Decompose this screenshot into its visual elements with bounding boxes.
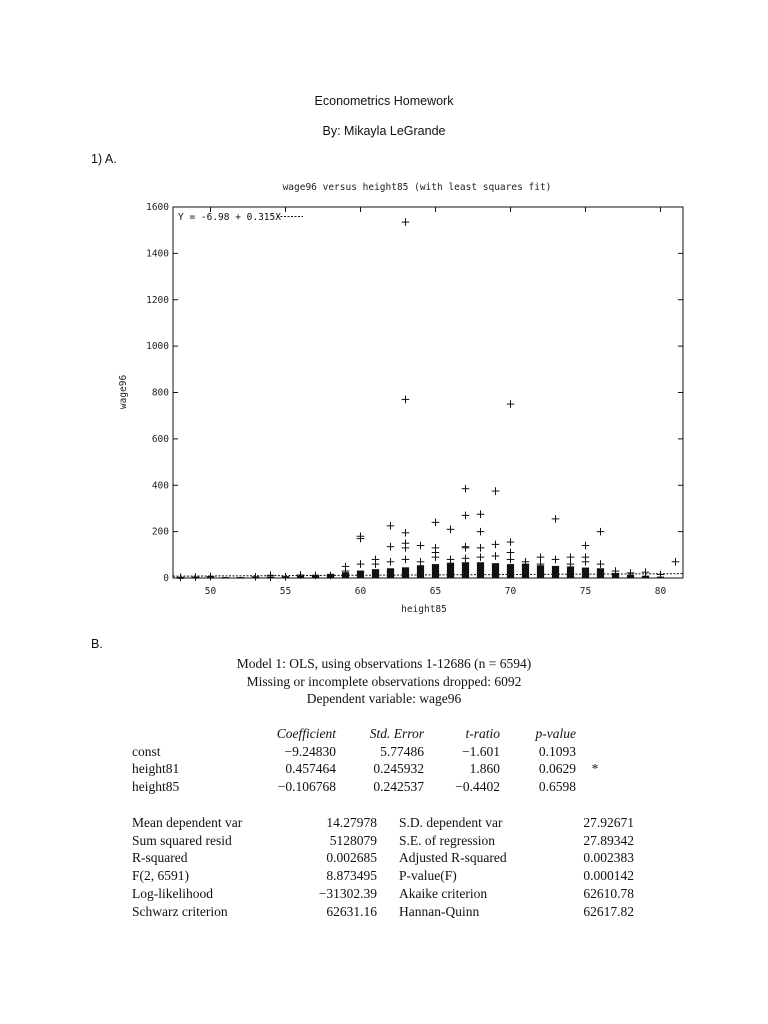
scatter-point: [402, 544, 410, 552]
row-coefficient: −0.106768: [277, 779, 336, 795]
dense-point-band: [462, 562, 469, 578]
model-dependent-variable: Dependent variable: wage96: [306, 691, 462, 706]
scatter-point: [252, 573, 260, 581]
scatter-point: [282, 573, 290, 581]
dense-point-band: [237, 577, 244, 579]
dense-point-band: [582, 568, 589, 578]
x-tick-label: 80: [654, 586, 667, 597]
scatter-point: [477, 528, 485, 536]
dense-point-band: [432, 564, 439, 578]
stat-label: Schwarz criterion: [132, 903, 228, 919]
scatter-point: [492, 552, 500, 560]
scatter-point: [462, 544, 470, 552]
row-coefficient: −9.24830: [284, 743, 336, 759]
table-row: [132, 903, 634, 921]
table-row: [132, 832, 634, 850]
stat-label: S.D. dependent var: [399, 814, 503, 830]
scatter-point: [462, 512, 470, 520]
scatter-point: [447, 526, 455, 534]
scatter-point: [597, 560, 605, 568]
row-variable: height85: [132, 779, 180, 795]
header-t-ratio: t-ratio: [465, 725, 500, 741]
header-std-error: Std. Error: [369, 725, 424, 741]
stat-label: Mean dependent var: [132, 814, 243, 830]
stat-label: F(2, 6591): [132, 868, 189, 884]
row-std-error: 5.77486: [380, 743, 424, 759]
y-tick-label: 600: [151, 433, 169, 445]
dense-point-band: [447, 563, 454, 578]
stat-value: 62631.16: [326, 903, 377, 919]
x-tick-label: 50: [204, 586, 217, 597]
scatter-point: [402, 529, 410, 537]
scatter-point: [462, 485, 470, 493]
scatter-point: [357, 560, 365, 568]
dense-point-band: [477, 562, 484, 578]
dense-point-band: [402, 567, 409, 578]
scatter-point: [492, 487, 500, 495]
stat-label: Adjusted R-squared: [399, 850, 507, 866]
scatter-point: [552, 515, 560, 523]
scatter-point: [372, 560, 380, 568]
header-blank: [132, 725, 244, 743]
row-signif: *: [591, 761, 599, 777]
dense-point-band: [522, 564, 529, 578]
stat-value: −31302.39: [318, 886, 377, 902]
table-row: [132, 814, 634, 832]
scatter-point: [192, 573, 200, 581]
scatter-point: [417, 558, 425, 566]
dense-point-band: [357, 571, 364, 578]
scatter-point: [402, 218, 410, 226]
x-tick-label: 60: [354, 586, 367, 597]
dense-point-band: [552, 566, 559, 578]
y-tick-label: 200: [151, 526, 169, 538]
scatter-point: [507, 400, 515, 408]
stat-label: Sum squared resid: [132, 832, 232, 848]
header-coefficient: Coefficient: [276, 725, 336, 741]
scatter-point: [582, 558, 590, 566]
scatter-point: [642, 568, 650, 576]
stat-value: 8.873495: [326, 868, 377, 884]
scatter-point: [477, 544, 485, 552]
chart-title: wage96 versus height85 (with least squares fit): [282, 182, 552, 193]
stat-label: S.E. of regression: [399, 832, 495, 848]
scatter-point: [387, 522, 395, 530]
row-std-error: 0.245932: [373, 761, 424, 777]
y-tick-label: 1400: [146, 248, 169, 260]
dense-point-band: [642, 576, 649, 578]
scatter-point: [462, 554, 470, 562]
document-title: Econometrics Homework: [314, 94, 454, 108]
scatter-point: [597, 528, 605, 536]
x-axis-label: height85: [401, 604, 447, 615]
row-t-ratio: 1.860: [469, 761, 500, 777]
stat-label: P-value(F): [399, 868, 457, 884]
row-coefficient: 0.457464: [285, 761, 336, 777]
scatter-point: [537, 553, 545, 561]
table-row: [132, 761, 614, 779]
y-tick-label: 0: [163, 573, 169, 584]
row-signif: [576, 778, 614, 796]
table-row: [132, 850, 634, 868]
row-signif: [576, 743, 614, 761]
dense-point-band: [372, 569, 379, 578]
stat-value: 0.002383: [583, 850, 634, 866]
dense-point-band: [417, 565, 424, 578]
document-byline: By: Mikayla LeGrande: [322, 124, 446, 138]
y-tick-label: 400: [151, 480, 169, 492]
dense-point-band: [597, 568, 604, 578]
dense-point-band: [567, 566, 574, 578]
coefficient-header-row: [132, 725, 614, 743]
x-tick-label: 75: [579, 586, 592, 597]
dense-point-band: [387, 568, 394, 578]
y-tick-label: 1600: [146, 202, 169, 213]
table-row: [132, 885, 634, 903]
row-t-ratio: −1.601: [462, 743, 500, 759]
scatter-point: [402, 556, 410, 564]
model-title: Model 1: OLS, using observations 1-12686 (n = 6594): [236, 656, 532, 671]
y-tick-label: 800: [151, 387, 169, 399]
row-p-value: 0.0629: [538, 761, 576, 777]
row-t-ratio: −0.4402: [455, 779, 500, 795]
scatter-point: [432, 553, 440, 561]
scatter-point: [477, 510, 485, 518]
row-p-value: 0.6598: [538, 779, 576, 795]
stat-value: 5128079: [329, 832, 377, 848]
question-label: 1) A.: [91, 152, 117, 166]
scatter-point: [432, 519, 440, 527]
plot-frame: [173, 207, 683, 578]
stat-value: 62610.78: [583, 886, 634, 902]
scatter-point: [387, 558, 395, 566]
model-statistics-table: [132, 814, 634, 921]
scatter-point: [552, 556, 560, 564]
scatter-point: [447, 556, 455, 564]
stat-value: 62617.82: [583, 903, 634, 919]
x-tick-label: 70: [504, 586, 517, 597]
model-header: [0, 655, 768, 708]
scatter-point: [507, 556, 515, 564]
stat-label: Log-likelihood: [132, 886, 213, 902]
scatter-chart: [110, 178, 700, 618]
scatter-point: [402, 396, 410, 404]
scatter-point: [477, 553, 485, 561]
row-variable: height81: [132, 761, 180, 777]
y-tick-label: 1200: [146, 294, 169, 306]
header-p-value: p-value: [535, 725, 576, 741]
stat-label: Akaike criterion: [399, 886, 488, 902]
x-tick-label: 55: [279, 586, 292, 597]
fit-legend-label: Y = -6.98 + 0.315X: [178, 212, 281, 223]
coefficient-table: [132, 725, 614, 796]
scatter-point: [267, 574, 275, 582]
scatter-point: [207, 573, 215, 581]
stat-value: 0.000142: [583, 868, 634, 884]
part-b-label: B.: [91, 637, 103, 651]
stat-value: 14.27978: [326, 814, 377, 830]
x-tick-label: 65: [429, 586, 442, 597]
scatter-point: [177, 574, 185, 582]
table-row: [132, 778, 614, 796]
scatter-point: [417, 542, 425, 550]
scatter-point: [507, 538, 515, 546]
stat-value: 27.89342: [583, 832, 634, 848]
table-row: [132, 743, 614, 761]
dense-point-band: [492, 563, 499, 578]
model-missing-note: Missing or incomplete observations dropped: 6092: [246, 673, 522, 689]
stat-value: 0.002685: [326, 850, 377, 866]
scatter-point: [582, 542, 590, 550]
scatter-point: [507, 549, 515, 557]
row-variable: const: [132, 743, 161, 759]
scatter-point: [387, 543, 395, 551]
header-signif: [576, 725, 614, 743]
row-std-error: 0.242537: [373, 779, 424, 795]
stat-label: R-squared: [132, 850, 188, 866]
scatter-point: [672, 558, 680, 566]
stat-value: 27.92671: [583, 814, 634, 830]
stat-label: Hannan-Quinn: [399, 903, 480, 919]
dense-point-band: [222, 577, 229, 579]
y-axis-label: wage96: [118, 374, 129, 410]
table-row: [132, 867, 634, 885]
scatter-point: [567, 553, 575, 561]
dense-point-band: [507, 564, 514, 578]
row-p-value: 0.1093: [538, 743, 576, 759]
y-tick-label: 1000: [146, 341, 169, 353]
fit-line: [173, 574, 683, 576]
scatter-point: [492, 541, 500, 549]
